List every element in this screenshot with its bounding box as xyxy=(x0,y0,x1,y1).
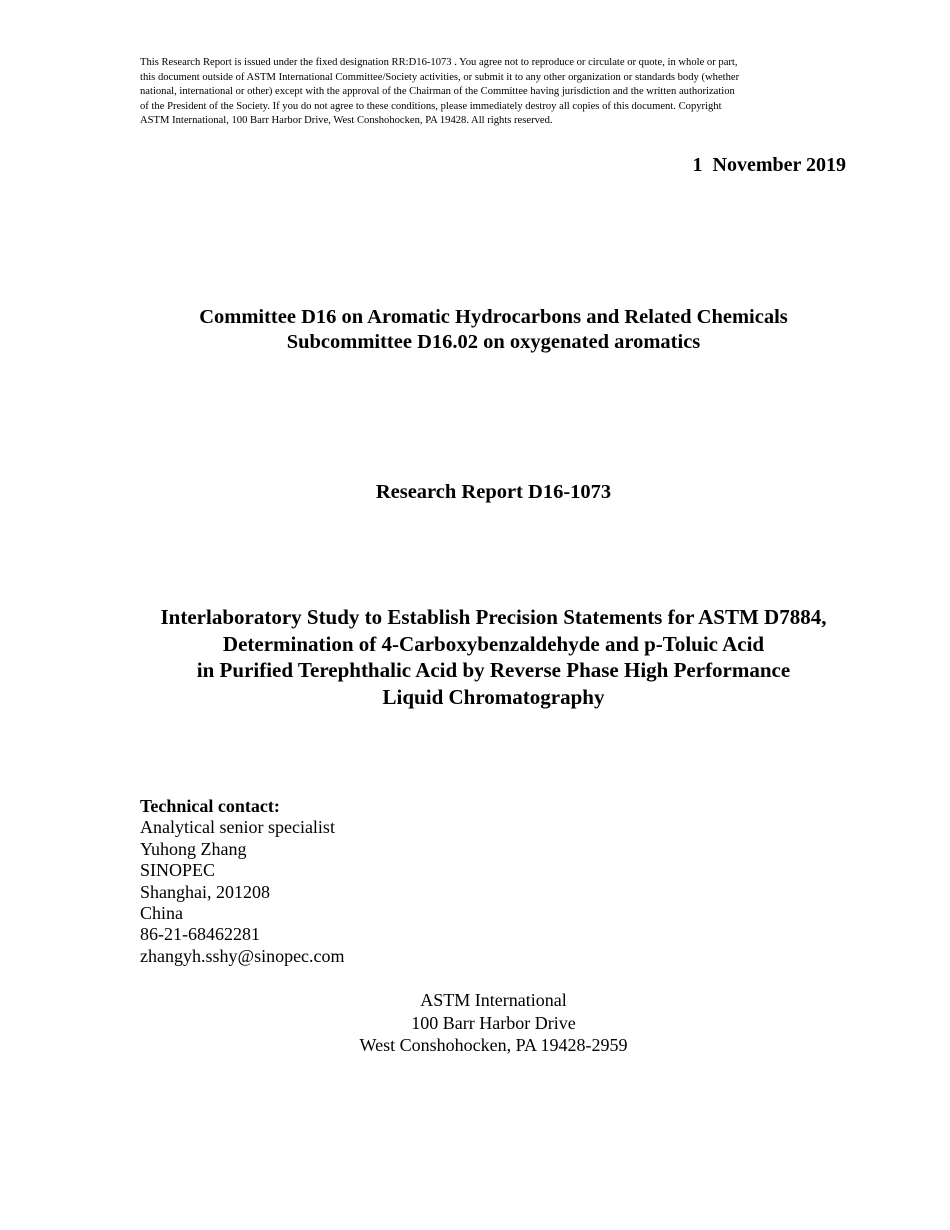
subcommittee-name: Subcommittee D16.02 on oxygenated aromatics xyxy=(286,331,701,353)
contact-organization: SINOPEC xyxy=(140,860,216,881)
contact-name: Yuhong Zhang xyxy=(140,838,247,859)
report-title xyxy=(0,480,950,505)
astm-city: West Conshohocken, PA 19428-2959 xyxy=(359,1035,628,1055)
astm-address xyxy=(0,989,950,1057)
committee-heading xyxy=(0,305,950,355)
notice-line: of the President of the Society. If you do not agree to these conditions, please immediately destroy all copies of this document. Copyright xyxy=(140,100,722,112)
notice-line: ASTM International, 100 Barr Harbor Drive, West Conshohocken, PA 19428. All rights reserved. xyxy=(140,115,553,127)
astm-name: ASTM International xyxy=(420,990,567,1010)
contact-city: Shanghai, 201208 xyxy=(140,881,270,902)
study-title xyxy=(0,604,950,710)
contact-country: China xyxy=(140,903,183,924)
study-title-line: Interlaboratory Study to Establish Precision Statements for ASTM D7884, xyxy=(160,605,827,629)
copyright-notice xyxy=(140,56,852,129)
contact-title: Analytical senior specialist xyxy=(140,817,335,838)
report-date: 1 November 2019 xyxy=(692,154,846,176)
study-title-line: in Purified Terephthalic Acid by Reverse Phase High Performance xyxy=(196,658,791,682)
contact-email: zhangyh.sshy@sinopec.com xyxy=(140,945,345,966)
notice-line: national, international or other) except with the approval of the Chairman of the Committee having jurisdiction and the written authorization xyxy=(140,86,735,98)
contact-phone: 86-21-68462281 xyxy=(140,924,260,945)
contact-label: Technical contact: xyxy=(140,796,280,816)
study-title-line: Determination of 4-Carboxybenzaldehyde and p-Toluic Acid xyxy=(222,631,765,656)
committee-name: Committee D16 on Aromatic Hydrocarbons and Related Chemicals xyxy=(199,306,788,328)
report-number: Research Report D16-1073 xyxy=(375,481,612,503)
study-title-line: Liquid Chromatography xyxy=(382,684,605,709)
astm-street: 100 Barr Harbor Drive xyxy=(411,1012,576,1033)
notice-line: This Research Report is issued under the fixed designation RR:D16-1073 . You agree not to reproduce or circulate or quote, in whole or part, xyxy=(140,57,738,68)
notice-line: this document outside of ASTM International Committee/Society activities, or submit it to any other organization or standards body (whether xyxy=(140,71,740,83)
technical-contact xyxy=(140,796,345,967)
